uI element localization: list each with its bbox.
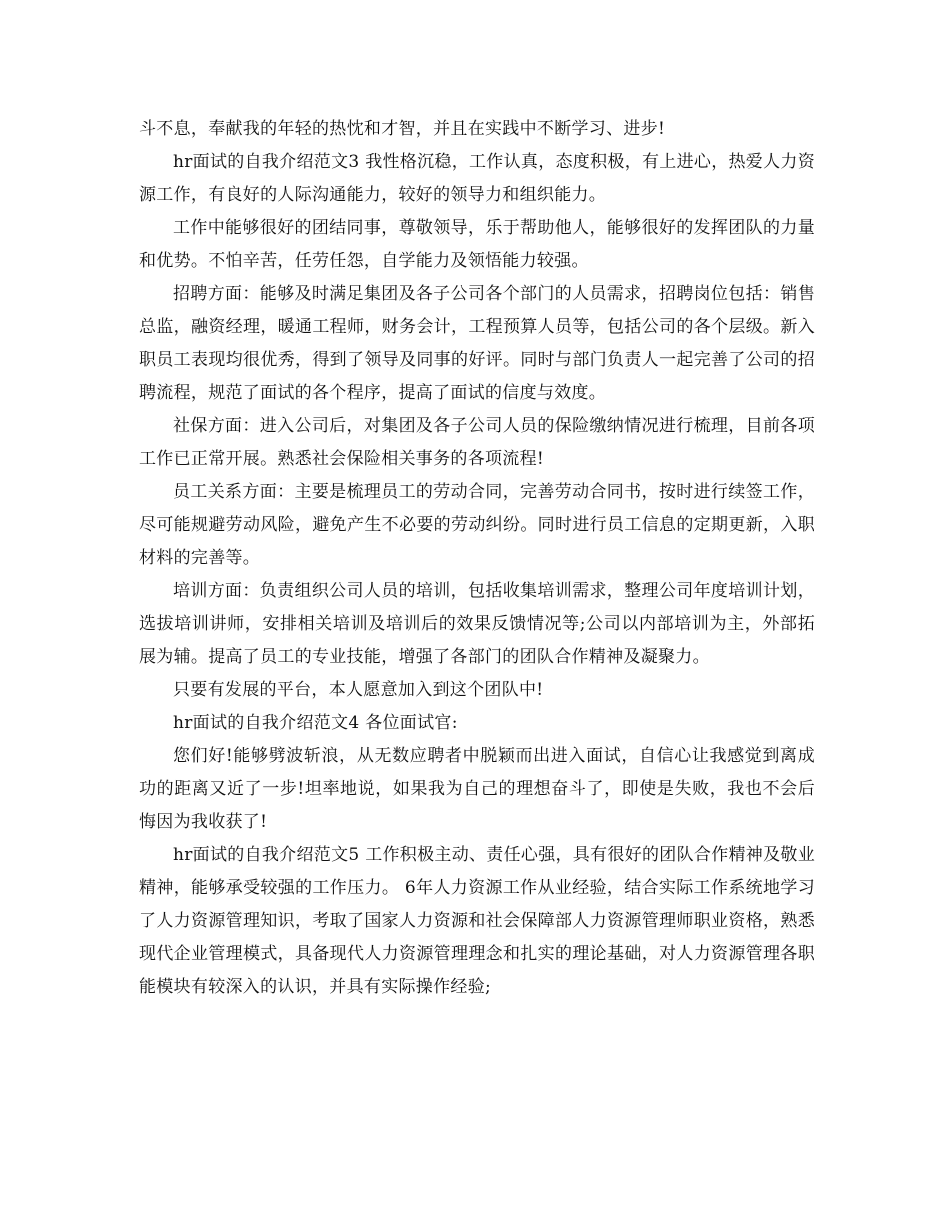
paragraph-training: 培训方面：负责组织公司人员的培训，包括收集培训需求，整理公司年度培训计划，选拔培训讲师，安排相关培训及培训后的效果反馈情况等;公司以内部培训为主，外部拓展为辅。提高了员工的专业技能，增强了各部门的团队合作精神及凝聚力。 [139, 581, 815, 667]
paragraph-continuation: 斗不息，奉献我的年轻的热忱和才智，并且在实践中不断学习、进步! [139, 119, 666, 139]
paragraph-recruitment: 招聘方面：能够及时满足集团及各子公司各个部门的人员需求，招聘岗位包括：销售总监，融资经理，暖通工程师，财务会计，工程预算人员等，包括公司的各个层级。新入职员工表现均很优秀，得到了领导及同事的好评。同时与部门负责人一起完善了公司的招聘流程，规范了面试的各个程序，提高了面试的信度与效度。 [139, 284, 815, 403]
paragraph-sample-3-intro: hr面试的自我介绍范文3 我性格沉稳，工作认真，态度积极，有上进心，热爱人力资源工作，有良好的人际沟通能力，较好的领导力和组织能力。 [139, 152, 815, 205]
paragraph-employee-relations: 员工关系方面：主要是梳理员工的劳动合同，完善劳动合同书，按时进行续签工作，尽可能规避劳动风险，避免产生不必要的劳动纠纷。同时进行员工信息的定期更新，入职材料的完善等。 [139, 482, 815, 568]
paragraph-sample-5: hr面试的自我介绍范文5 工作积极主动、责任心强，具有很好的团队合作精神及敬业精神，能够承受较强的工作压力。 6年人力资源工作从业经验，结合实际工作系统地学习了人力资源管理知识，考取了国家人力资源和社会保障部人力资源管理师职业资格，熟悉现代企业管理模式，具备现代人力资源管理理念和扎实的理论基础，对人力资源管理各职能模块有较深入的认识，并具有实际操作经验; [139, 845, 815, 997]
paragraph-social-insurance: 社保方面：进入公司后，对集团及各子公司人员的保险缴纳情况进行梳理，目前各项工作已正常开展。熟悉社会保险相关事务的各项流程! [139, 416, 815, 469]
paragraph-sample-4-body: 您们好!能够劈波斩浪，从无数应聘者中脱颖而出进入面试，自信心让我感觉到离成功的距离又近了一步!坦率地说，如果我为自己的理想奋斗了，即使是失败，我也不会后悔因为我收获了! [139, 746, 815, 832]
paragraph-sample-4-heading: hr面试的自我介绍范文4 各位面试官: [173, 713, 458, 733]
paragraph-closing: 只要有发展的平台，本人愿意加入到这个团队中! [173, 680, 544, 700]
document-body [139, 113, 815, 1004]
paragraph-teamwork: 工作中能够很好的团结同事，尊敬领导，乐于帮助他人，能够很好的发挥团队的力量和优势。不怕辛苦，任劳任怨，自学能力及领悟能力较强。 [139, 218, 815, 271]
